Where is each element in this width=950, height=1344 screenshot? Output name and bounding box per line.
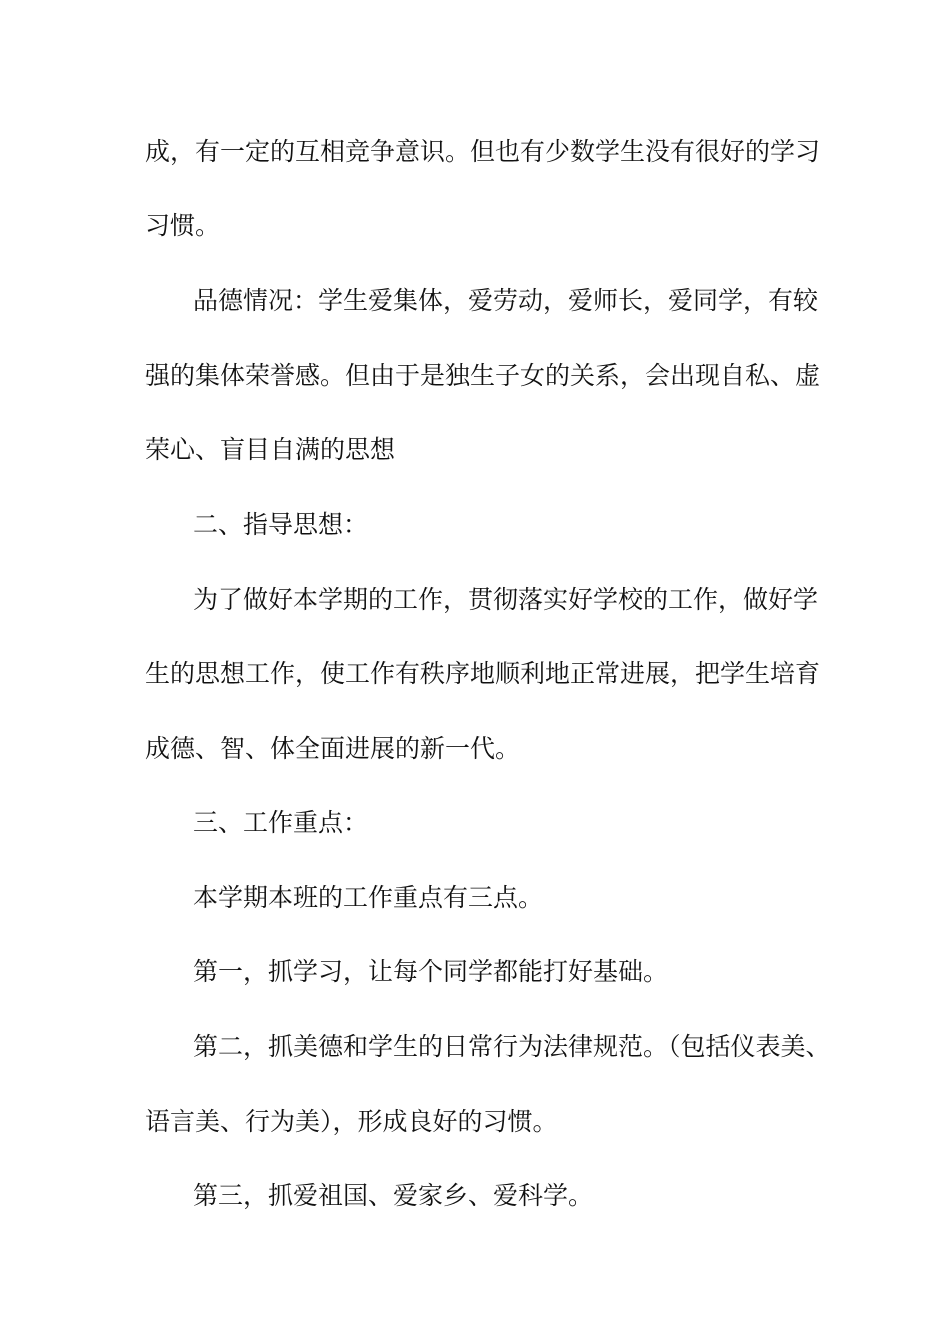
paragraph-first-line: 为了做好本学期的工作，贯彻落实好学校的工作，做好学: [193, 585, 819, 614]
text-line: 成，有一定的互相竞争意识。但也有少数学生没有很好的学习: [145, 137, 821, 166]
text-line: 成德、智、体全面进展的新一代。: [145, 734, 521, 763]
text-line: 强的集体荣誉感。但由于是独生子女的关系，会出现自私、虚: [145, 361, 821, 390]
paragraph-first-line: 本学期本班的工作重点有三点。: [193, 883, 544, 912]
list-item: 第一，抓学习，让每个同学都能打好基础。: [193, 957, 669, 986]
paragraph-first-line: 品德情况：学生爱集体，爱劳动，爱师长，爱同学，有较: [193, 286, 819, 315]
section-heading: 二、指导思想：: [193, 510, 369, 539]
section-heading: 三、工作重点：: [193, 808, 369, 837]
text-line: 语言美、行为美），形成良好的习惯。: [145, 1107, 558, 1136]
text-line: 习惯。: [145, 211, 221, 240]
list-item: 第二，抓美德和学生的日常行为法律规范。（包括仪表美、: [193, 1032, 831, 1061]
list-item: 第三，抓爱祖国、爱家乡、爱科学。: [193, 1181, 594, 1210]
text-line: 荣心、盲目自满的思想: [145, 435, 396, 464]
text-line: 生的思想工作，使工作有秩序地顺利地正常进展，把学生培育: [145, 659, 821, 688]
